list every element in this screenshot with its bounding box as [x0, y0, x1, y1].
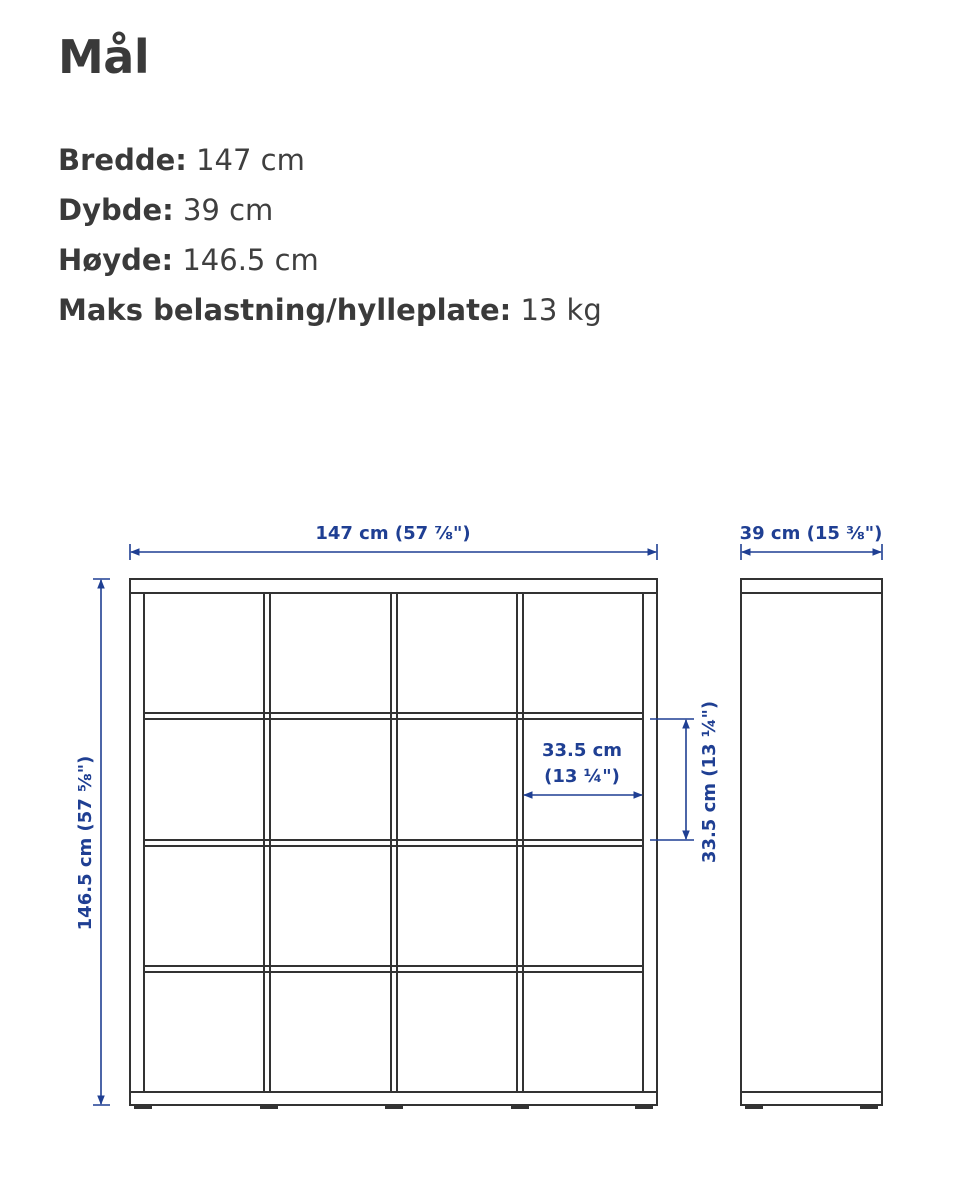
foot — [511, 1105, 529, 1109]
compartment-height-label: 33.5 cm (13 ¼") — [699, 700, 720, 864]
dimension-lines — [93, 544, 882, 1105]
spec-width-label: Bredde: — [58, 143, 187, 177]
spec-max-load-value: 13 kg — [520, 293, 602, 327]
side-view-shelf — [741, 579, 882, 1105]
page-title: Mål — [58, 30, 150, 84]
spec-height-value: 146.5 cm — [182, 243, 319, 277]
depth-dimension-label: 39 cm (15 ⅜") — [739, 523, 883, 544]
spec-width-value: 147 cm — [196, 143, 305, 177]
compartment-width-label-line2: (13 ¼") — [544, 766, 620, 787]
height-dimension-label: 146.5 cm (57 ⅝") — [75, 755, 96, 931]
spec-max-load-label: Maks belastning/hylleplate: — [58, 293, 512, 327]
foot — [745, 1105, 763, 1109]
foot — [260, 1105, 278, 1109]
foot — [635, 1105, 653, 1109]
width-dimension-label: 147 cm (57 ⅞") — [315, 523, 471, 544]
front-inner-frame — [144, 593, 643, 1092]
front-outer-frame — [130, 579, 657, 1105]
foot — [860, 1105, 878, 1109]
front-view-shelf — [130, 579, 657, 1105]
spec-height-label: Høyde: — [58, 243, 174, 277]
spec-depth-value: 39 cm — [182, 193, 274, 227]
foot — [134, 1105, 152, 1109]
foot — [385, 1105, 403, 1109]
spec-depth-label: Dybde: — [58, 193, 174, 227]
side-outer-frame — [741, 579, 882, 1105]
compartment-width-label-line1: 33.5 cm — [541, 740, 623, 761]
